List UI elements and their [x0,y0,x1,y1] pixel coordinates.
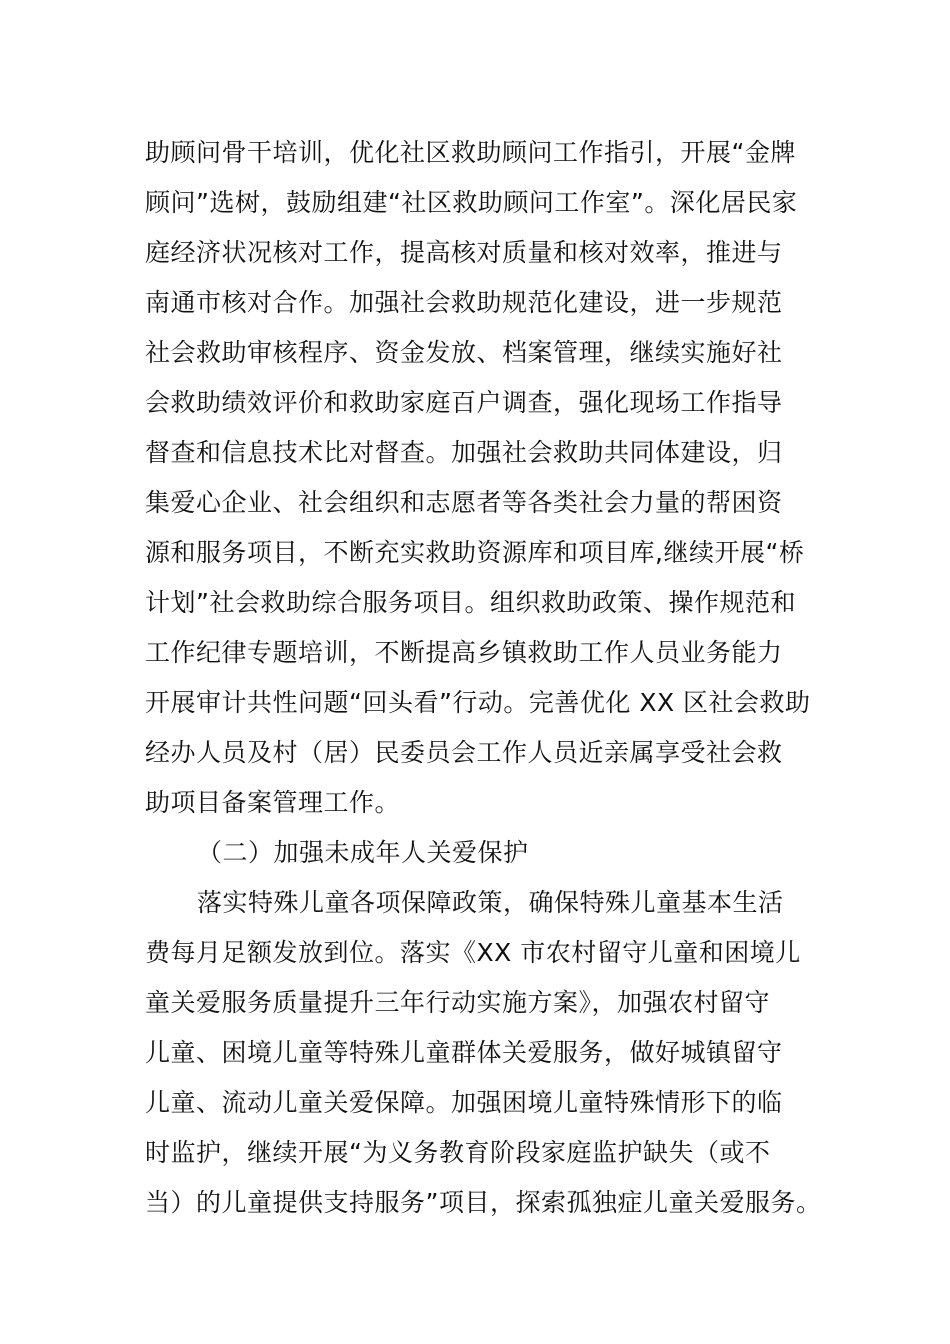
text-line: 儿童、流动儿童关爱保障。加强困境儿童特殊情形下的临 [145,1088,783,1117]
text-line: 童关爱服务质量提升三年行动实施方案》，加强农村留守 [145,988,771,1017]
text-line: 庭经济状况核对工作，提高核对质量和核对效率，推进与 [145,238,783,267]
text-line: 社会救助审核程序、资金发放、档案管理，继续实施好社 [145,338,783,367]
text-line: 南通市核对合作。加强社会救助规范化建设，进一步规范 [145,288,783,317]
text-line: 顾问”选树，鼓励组建“社区救助顾问工作室”。深化居民家 [145,188,798,217]
text-line: 督查和信息技术比对督查。加强社会救助共同体建设，归 [145,438,783,467]
text-line: 工作纪律专题培训，不断提高乡镇救助工作人员业务能力 [145,638,783,667]
text-line: 计划”社会救助综合服务项目。组织救助政策、操作规范和 [145,588,796,617]
text-line: 费每月足额发放到位。落实《XX 市农村留守儿童和困境儿 [145,938,801,967]
text-line: 落实特殊儿童各项保障政策，确保特殊儿童基本生活 [197,888,784,917]
text-line: 当）的儿童提供支持服务”项目，探索孤独症儿童关爱服务。 [145,1188,822,1217]
text-line: 儿童、困境儿童等特殊儿童群体关爱服务，做好城镇留守 [145,1038,783,1067]
text-line: 时监护，继续开展“为义务教育阶段家庭监护缺失（或不 [145,1138,771,1167]
text-line: 经办人员及村（居）民委员会工作人员近亲属享受社会救 [145,738,783,767]
document-body [145,128,835,1228]
text-line: 源和服务项目，不断充实救助资源库和项目库,继续开展“桥 [145,538,805,567]
text-line: 会救助绩效评价和救助家庭百户调查，强化现场工作指导 [145,388,783,417]
text-line: 开展审计共性问题“回头看”行动。完善优化 XX 区社会救助 [145,688,811,717]
text-line: 助顾问骨干培训，优化社区救助顾问工作指引，开展“金牌 [145,138,796,167]
text-line: 集爱心企业、社会组织和志愿者等各类社会力量的帮困资 [145,488,783,517]
text-line: 助项目备案管理工作。 [145,788,401,817]
section-heading: （二）加强未成年人关爱保护 [197,838,529,867]
